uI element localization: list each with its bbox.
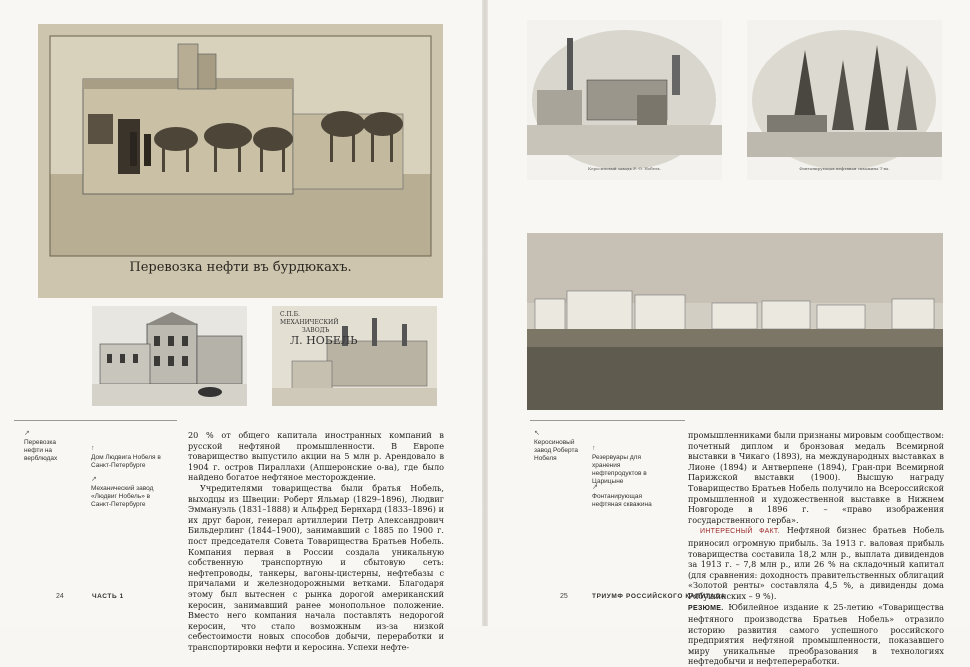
plant-caption	[91, 476, 161, 509]
house-caption	[91, 445, 161, 470]
summary-label: РЕЗЮМЕ.	[688, 605, 724, 612]
fact-paragraph	[688, 525, 944, 601]
well-caption-text: Фонтанирующая нефтяная скважина	[592, 493, 652, 508]
summary-text: Юбилейное издание к 25-летию «Товарищества нефтяного производства Братьев Нобель» отразило историю развития самого успешного российского предприятия нефтяной промышленности, показавшего миру уникальные преобразования в технологиях нефтедобычи и нефтепереработки.	[688, 602, 944, 667]
house-caption-text: Дом Людвига Нобеля в Санкт-Петербурге	[91, 454, 161, 469]
arrow-up-icon: ↑	[592, 445, 654, 453]
plant-caption-text: Механический завод «Людвиг Нобель» в Санкт-Петербурге	[91, 485, 153, 508]
fact-label: ИНТЕРЕСНЫЙ ФАКТ.	[700, 528, 780, 535]
camel-side-caption	[24, 430, 72, 463]
nobel-plant-postcard	[272, 306, 437, 406]
oil-reservoirs-photo	[527, 233, 943, 410]
arrow-up-left-icon: ↗	[24, 430, 72, 438]
arrow-up-left-icon: ↖	[534, 430, 586, 438]
left-body-text	[188, 430, 444, 652]
right-running-head: ТРИУМФ РОССИЙСКОГО КАПИТАЛА	[592, 593, 726, 600]
nobel-house-photo	[92, 306, 247, 406]
book-gutter	[482, 0, 488, 626]
postcard-title-line-2: ЗАВОДЪ	[280, 327, 360, 335]
oil-well-photo-caption: Фонтанирующая нефтяная скважина Т-ва.	[747, 166, 942, 171]
reservoirs-caption	[592, 445, 654, 486]
left-paragraph-2: Учредителями товарищества были братья Нобель, выходцы из Швеции: Роберт Яльмар (1829–1896), Людвиг Эммануэль (1831–1888) и Альфред Бернхард (1833–1896) и их друг барон, генерал артиллерии Петр Александрович Бильдерлинг (1844–1900), занимавший с 1885 по 1900 г. пост председателя Совета Товарищества Братьев Нобель. Компания первая в России создала уникальную собственную транспортную и сбытовую сеть: нефтепроводы, танкеры, вагоны-цистерны, нефтебазы с причалами и железнодорожными ветками. Благодаря этому был вытеснен с рынка дорогой американский керосин, занимавший ранее монопольное положение. Вместо него компания начала поставлять недорогой керосин, что стало возможным из-за низкой себестоимости новых способов добычи, переработки и транспортировки нефти и керосина. Успехи нефте-	[188, 483, 444, 653]
arrow-up-right-icon: ↗	[592, 484, 654, 492]
kerosene-plant-photo	[527, 20, 722, 180]
right-body-text	[688, 430, 944, 667]
postcard-title-line-1: С.П.Б. МЕХАНИЧЕСКИЙ	[280, 311, 360, 327]
arrow-up-right-icon: ↗	[91, 476, 161, 484]
right-folio: 25	[560, 593, 568, 600]
camel-side-caption-text: Перевозка нефти на верблюдах	[24, 439, 57, 462]
left-running-head: ЧАСТЬ 1	[92, 593, 124, 600]
arrow-up-icon: ↑	[91, 445, 161, 453]
left-folio: 24	[56, 593, 64, 600]
fact-text: Нефтяной бизнес братьев Нобель приносил огромную прибыль. За 1913 г. валовая прибыль товарищества составила 18,2 млн р., выплата дивидендов за 1913 г. – 7,8 млн р., или 26 % на складочный капитал (для сравнения: доходность правительственных облигаций «Золотой ренты» составляла 4,5 %, а дивиденды дома Рябушинских – 9 %).	[688, 525, 944, 601]
right-paragraph-1: промышленниками были признаны мировым сообществом: почетный диплом и бронзовая медаль Всемирной выставки в Чикаго (1893), на международных выставках в Лионе (1894) и Антверпене (1894), Гран-при Всемирной Парижской выставки (1900). Высшую награду Товарищество Братьев Нобель получило на Всероссийской промышленной и художественной выставке в Нижнем Новгороде в 1896 г. – «право изображения государственного герба».	[688, 430, 944, 525]
summary-paragraph	[688, 602, 944, 667]
kerosene-plant-side-caption	[534, 430, 586, 463]
well-caption	[592, 484, 654, 509]
camel-photo-caption: Перевозка нефти въ бурдюкахъ.	[38, 260, 443, 275]
postcard-title	[280, 311, 360, 347]
oil-well-photo	[747, 20, 942, 180]
kerosene-plant-photo-caption: Керосиновый заводъ Р. О. Нобель.	[527, 166, 722, 171]
camel-caravan-photo	[38, 24, 443, 298]
right-caption-divider	[530, 420, 685, 421]
kerosene-plant-side-caption-text: Керосиновый завод Роберта Нобеля	[534, 439, 578, 462]
left-paragraph-1: 20 % от общего капитала иностранных компаний в русской нефтяной промышленности. В Европе товарищество выпустило акции на 5 млн р. Арендовало в 1904 г. остров Пираллахи (Апшеронские о-ва), где было найдено богатое нефтяное месторождение.	[188, 430, 444, 483]
left-caption-divider	[14, 420, 177, 421]
reservoirs-caption-text: Резервуары для хранения нефтепродуктов в Царицыне	[592, 454, 647, 485]
postcard-title-line-3: Л. НОБЕЛЬ	[280, 335, 360, 347]
